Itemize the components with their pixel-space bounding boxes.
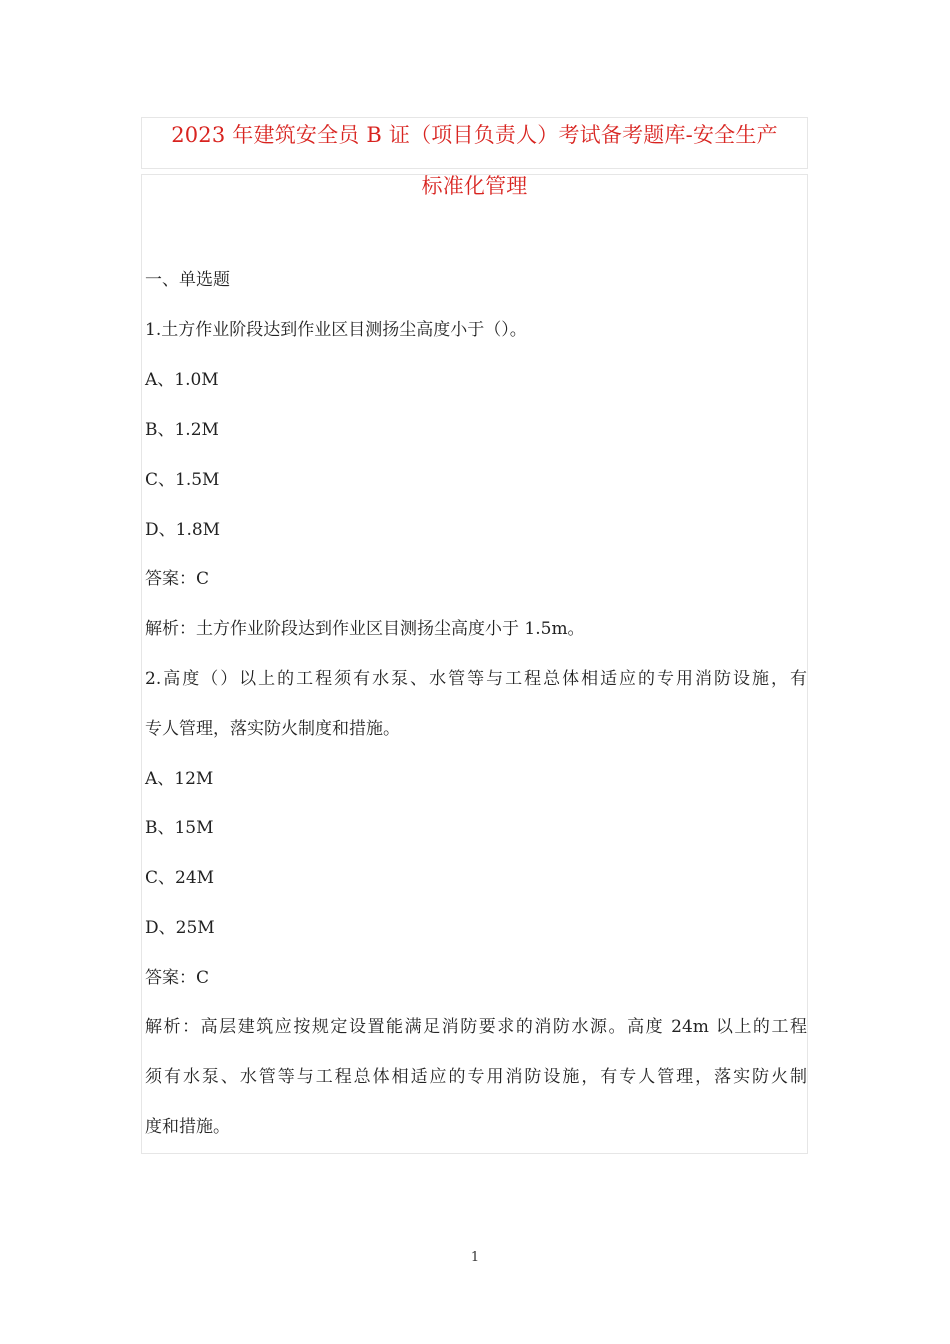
question-2-text-line-1: 2.高度（）以上的工程须有水泵、水管等与工程总体相适应的专用消防设施，有 (145, 669, 807, 689)
question-2-option-d: D、25M (145, 918, 215, 938)
section-heading: 一、单选题 (145, 270, 230, 290)
question-1-option-d: D、1.8M (145, 520, 221, 540)
document-title-line-2: 标准化管理 (421, 174, 528, 198)
question-1-text: 1.土方作业阶段达到作业区目测扬尘高度小于（）。 (145, 320, 527, 340)
question-2-option-c: C、24M (145, 868, 215, 888)
question-2-option-b: B、15M (145, 818, 214, 838)
document-title-line-1: 2023 年建筑安全员 B 证（项目负责人）考试备考题库-安全生产 (171, 123, 778, 147)
question-2-analysis-line-2: 须有水泵、水管等与工程总体相适应的专用消防设施，有专人管理，落实防火制 (145, 1067, 807, 1087)
question-1-option-c: C、1.5M (145, 470, 220, 490)
question-2-analysis-line-3: 度和措施。 (145, 1117, 230, 1137)
question-1-option-a: A、1.0M (145, 370, 219, 390)
question-2-answer: 答案：C (145, 968, 210, 988)
page-number: 1 (470, 1250, 480, 1265)
question-2-text-line-2: 专人管理，落实防火制度和措施。 (145, 719, 400, 739)
question-2-option-a: A、12M (145, 769, 214, 789)
question-1-analysis: 解析：土方作业阶段达到作业区目测扬尘高度小于 1.5m。 (145, 619, 585, 639)
question-2-analysis-line-1: 解析：高层建筑应按规定设置能满足消防要求的消防水源。高度 24m 以上的工程 (145, 1017, 807, 1037)
question-1-option-b: B、1.2M (145, 420, 219, 440)
question-1-answer: 答案：C (145, 569, 210, 589)
